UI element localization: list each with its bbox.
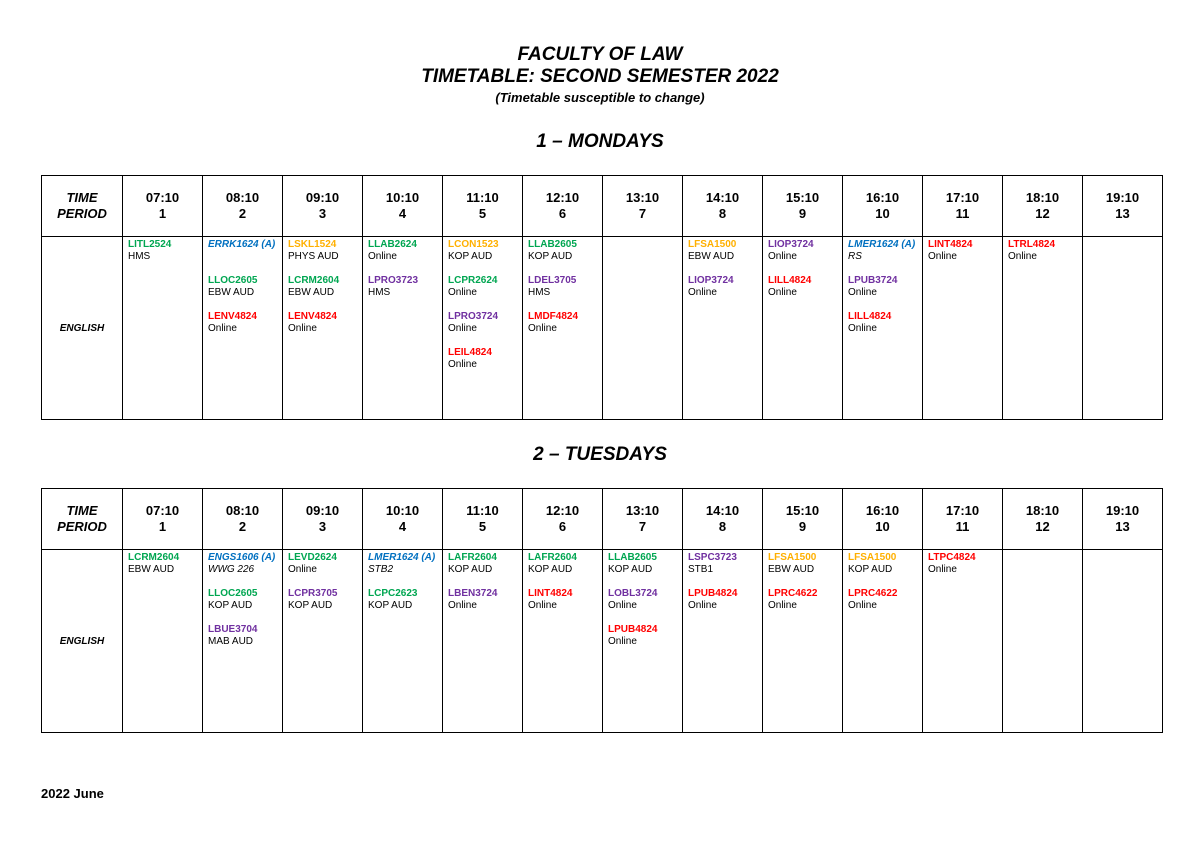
course-venue: Online (1008, 251, 1037, 262)
period-header-6 (523, 489, 603, 550)
course-code: LAFR2604 (448, 552, 497, 563)
course-venue: Online (448, 323, 477, 334)
course-entry (683, 588, 762, 612)
period-header-12 (1003, 489, 1083, 550)
course-code: LCON1523 (448, 239, 499, 250)
language-label: ENGLISH (42, 237, 123, 420)
period-time: 10:10 (385, 190, 420, 205)
period-number: 4 (398, 206, 407, 221)
header-row (42, 176, 1163, 237)
day-heading-tuesday: 2 – TUESDAYS (533, 444, 667, 465)
period-header-9 (763, 489, 843, 550)
course-entry (203, 239, 282, 263)
course-venue: Online (288, 564, 317, 575)
course-code: LMER1624 (A) (368, 552, 436, 563)
period-number: 10 (875, 519, 890, 534)
period-time: 09:10 (305, 190, 340, 205)
course-entry (283, 311, 362, 335)
period-header-5 (443, 489, 523, 550)
course-entry (683, 275, 762, 299)
course-code: LLAB2624 (368, 239, 417, 250)
period-time: 15:10 (785, 503, 820, 518)
course-venue: KOP AUD (608, 564, 653, 575)
slot-cell-12 (1003, 237, 1083, 420)
course-entry (603, 588, 682, 612)
course-entry (763, 552, 842, 576)
course-code: LFSA1500 (688, 239, 737, 250)
period-number: 7 (638, 519, 647, 534)
course-entry (1003, 239, 1082, 263)
course-entry (443, 275, 522, 299)
footer-date: 2022 June (41, 786, 104, 801)
course-venue: Online (288, 323, 317, 334)
course-entry (843, 311, 922, 335)
course-code: LSPC3723 (688, 552, 737, 563)
course-code: LBEN3724 (448, 588, 498, 599)
period-time: 08:10 (225, 190, 260, 205)
course-venue: Online (848, 323, 877, 334)
period-header-10 (843, 176, 923, 237)
period-header-7 (603, 176, 683, 237)
course-entry (603, 624, 682, 648)
course-venue: Online (448, 359, 477, 370)
course-entry (683, 239, 762, 263)
slot-cell-3 (283, 237, 363, 420)
period-number: 3 (318, 519, 327, 534)
period-number: 12 (1035, 206, 1050, 221)
course-venue: EBW AUD (128, 564, 175, 575)
period-number: 13 (1115, 519, 1130, 534)
period-header-11 (923, 176, 1003, 237)
course-venue: EBW AUD (768, 564, 815, 575)
course-entry (923, 552, 1002, 576)
course-code: LEVD2624 (288, 552, 337, 563)
period-time: 18:10 (1025, 503, 1060, 518)
period-time: 07:10 (145, 503, 180, 518)
course-code: ENGS1606 (A) (208, 552, 276, 563)
slot-cell-1 (123, 550, 203, 733)
course-code: LPRO3724 (448, 311, 499, 322)
period-number: 8 (718, 206, 727, 221)
course-venue: KOP AUD (288, 600, 333, 611)
course-code: LOBL3724 (608, 588, 658, 599)
course-code: LLOC2605 (208, 275, 258, 286)
period-time: 16:10 (865, 190, 900, 205)
course-venue: Online (688, 600, 717, 611)
course-entry (843, 588, 922, 612)
course-code: LILL4824 (768, 275, 812, 286)
slot-cell-6 (523, 550, 603, 733)
course-entry (203, 552, 282, 576)
course-code: LTRL4824 (1008, 239, 1056, 250)
course-entry (603, 552, 682, 576)
course-venue: MAB AUD (208, 636, 254, 647)
course-code: LLAB2605 (608, 552, 657, 563)
body-row (42, 550, 1163, 733)
course-venue: Online (768, 251, 797, 262)
course-code: LLAB2605 (528, 239, 577, 250)
time-period-label: PERIOD (57, 206, 107, 221)
period-time: 07:10 (145, 190, 180, 205)
slot-cell-4 (363, 550, 443, 733)
change-note: (Timetable susceptible to change) (495, 90, 705, 105)
course-code: LMER1624 (A) (848, 239, 916, 250)
course-venue: KOP AUD (848, 564, 893, 575)
course-code: ERRK1624 (A) (208, 239, 276, 250)
period-header-8 (683, 176, 763, 237)
course-venue-blank (208, 251, 277, 263)
course-entry (523, 552, 602, 576)
period-number: 11 (955, 206, 970, 221)
course-entry (363, 275, 442, 299)
period-time: 17:10 (945, 190, 980, 205)
course-code: LPUB4824 (688, 588, 738, 599)
period-number: 10 (875, 206, 890, 221)
slot-cell-10 (843, 550, 923, 733)
course-entry (523, 588, 602, 612)
period-header-4 (363, 176, 443, 237)
course-entry (203, 311, 282, 335)
course-venue: Online (928, 564, 957, 575)
course-venue: KOP AUD (448, 251, 493, 262)
period-number: 6 (558, 519, 567, 534)
period-time: 13:10 (625, 503, 660, 518)
course-code: LFSA1500 (768, 552, 817, 563)
period-header-9 (763, 176, 843, 237)
course-venue: Online (368, 251, 397, 262)
period-header-13 (1083, 176, 1163, 237)
course-code: LFSA1500 (848, 552, 897, 563)
period-number: 2 (238, 206, 247, 221)
period-header-5 (443, 176, 523, 237)
course-code: LCRM2604 (128, 552, 180, 563)
course-venue: STB2 (368, 564, 394, 575)
period-time: 12:10 (545, 190, 580, 205)
course-venue: KOP AUD (448, 564, 493, 575)
period-time: 12:10 (545, 503, 580, 518)
period-time: 11:10 (466, 190, 499, 205)
slot-cell-13 (1083, 550, 1163, 733)
period-number: 1 (158, 519, 167, 534)
course-entry (763, 275, 842, 299)
course-entry (843, 239, 922, 263)
course-entry (523, 275, 602, 299)
period-time: 11:10 (466, 503, 499, 518)
course-entry (763, 588, 842, 612)
slot-cell-7 (603, 550, 683, 733)
course-entry (683, 552, 762, 576)
period-header-3 (283, 489, 363, 550)
course-entry (443, 588, 522, 612)
course-entry (283, 552, 362, 576)
slot-cell-10 (843, 237, 923, 420)
course-code: LPRO3723 (368, 275, 419, 286)
page-subtitle: TIMETABLE: SECOND SEMESTER 2022 (421, 66, 779, 87)
period-time: 15:10 (785, 190, 820, 205)
course-venue: HMS (368, 287, 391, 298)
period-time: 10:10 (385, 503, 420, 518)
course-code: LENV4824 (288, 311, 337, 322)
slot-cell-8 (683, 550, 763, 733)
period-time: 19:10 (1105, 503, 1140, 518)
course-entry (843, 552, 922, 576)
course-entry (443, 239, 522, 263)
course-code: LIOP3724 (768, 239, 814, 250)
course-venue: HMS (528, 287, 551, 298)
day-heading-monday: 1 – MONDAYS (536, 131, 664, 152)
course-code: LBUE3704 (208, 624, 258, 635)
period-number: 12 (1035, 519, 1050, 534)
course-venue: Online (448, 600, 477, 611)
period-header-4 (363, 489, 443, 550)
period-number: 7 (638, 206, 647, 221)
course-entry (283, 239, 362, 263)
period-header-7 (603, 489, 683, 550)
slot-cell-9 (763, 550, 843, 733)
period-number: 9 (798, 206, 807, 221)
time-period-label: TIME (66, 503, 98, 518)
course-code: LILL4824 (848, 311, 892, 322)
course-entry (363, 552, 442, 576)
period-number: 8 (718, 519, 727, 534)
slot-cell-2 (203, 237, 283, 420)
period-number: 13 (1115, 206, 1130, 221)
time-period-label: TIME (66, 190, 98, 205)
period-header-6 (523, 176, 603, 237)
period-header-2 (203, 176, 283, 237)
course-venue: Online (848, 287, 877, 298)
course-venue: Online (928, 251, 957, 262)
course-code: LMDF4824 (528, 311, 579, 322)
slot-cell-1 (123, 237, 203, 420)
language-label: ENGLISH (42, 550, 123, 733)
course-entry (123, 552, 202, 576)
course-venue: KOP AUD (528, 251, 573, 262)
course-venue: Online (608, 600, 637, 611)
course-venue: Online (528, 600, 557, 611)
period-time: 18:10 (1025, 190, 1060, 205)
course-entry (203, 624, 282, 648)
slot-cell-11 (923, 550, 1003, 733)
course-entry (203, 588, 282, 612)
period-number: 2 (238, 519, 247, 534)
course-entry (443, 347, 522, 371)
course-code: LDEL3705 (528, 275, 577, 286)
course-venue: WWG 226 (208, 564, 255, 575)
slot-cell-12 (1003, 550, 1083, 733)
course-code: LIOP3724 (688, 275, 734, 286)
course-venue: Online (768, 600, 797, 611)
slot-cell-6 (523, 237, 603, 420)
slot-cell-4 (363, 237, 443, 420)
slot-cell-2 (203, 550, 283, 733)
course-code: LITL2524 (128, 239, 172, 250)
period-header-8 (683, 489, 763, 550)
course-venue: KOP AUD (528, 564, 573, 575)
course-venue: HMS (128, 251, 151, 262)
course-entry (523, 311, 602, 335)
course-code: LTPC4824 (928, 552, 976, 563)
period-time: 14:10 (705, 190, 740, 205)
period-number: 1 (158, 206, 167, 221)
course-venue: EBW AUD (688, 251, 735, 262)
course-code: LCPR3705 (288, 588, 338, 599)
course-entry (443, 311, 522, 335)
period-time: 19:10 (1105, 190, 1140, 205)
course-code: LPRC4622 (848, 588, 898, 599)
course-entry (283, 275, 362, 299)
slot-cell-13 (1083, 237, 1163, 420)
course-venue: Online (448, 287, 477, 298)
period-number: 4 (398, 519, 407, 534)
period-number: 3 (318, 206, 327, 221)
course-venue: EBW AUD (288, 287, 335, 298)
period-header-12 (1003, 176, 1083, 237)
slot-cell-8 (683, 237, 763, 420)
course-code: LINT4824 (528, 588, 573, 599)
course-venue: RS (848, 251, 862, 262)
course-venue: Online (528, 323, 557, 334)
period-header-13 (1083, 489, 1163, 550)
period-time: 14:10 (705, 503, 740, 518)
page-title: FACULTY OF LAW (517, 44, 683, 65)
period-header-3 (283, 176, 363, 237)
time-period-header (42, 489, 123, 550)
slot-cell-7 (603, 237, 683, 420)
course-venue: Online (688, 287, 717, 298)
monday-timetable (41, 175, 1163, 420)
course-entry (203, 275, 282, 299)
header-row (42, 489, 1163, 550)
body-row (42, 237, 1163, 420)
period-header-1 (123, 489, 203, 550)
course-venue: Online (608, 636, 637, 647)
course-venue: EBW AUD (208, 287, 255, 298)
course-venue: Online (208, 323, 237, 334)
period-number: 5 (478, 519, 487, 534)
period-header-2 (203, 489, 283, 550)
slot-cell-3 (283, 550, 363, 733)
course-code: LPUB4824 (608, 624, 658, 635)
time-period-label: PERIOD (57, 519, 107, 534)
course-code: LSKL1524 (288, 239, 337, 250)
course-entry (123, 239, 202, 263)
course-code: LPRC4622 (768, 588, 818, 599)
course-entry (843, 275, 922, 299)
slot-cell-9 (763, 237, 843, 420)
period-header-1 (123, 176, 203, 237)
course-venue: PHYS AUD (288, 251, 339, 262)
slot-cell-5 (443, 237, 523, 420)
course-code: LENV4824 (208, 311, 257, 322)
course-code: LEIL4824 (448, 347, 492, 358)
period-header-11 (923, 489, 1003, 550)
course-venue: Online (848, 600, 877, 611)
period-time: 08:10 (225, 503, 260, 518)
tuesday-timetable (41, 488, 1163, 733)
course-entry (363, 239, 442, 263)
course-code: LPUB3724 (848, 275, 898, 286)
course-entry (523, 239, 602, 263)
period-number: 5 (478, 206, 487, 221)
course-entry (763, 239, 842, 263)
period-time: 17:10 (945, 503, 980, 518)
course-entry (923, 239, 1002, 263)
course-venue: Online (768, 287, 797, 298)
course-code: LINT4824 (928, 239, 973, 250)
course-venue: KOP AUD (368, 600, 413, 611)
period-number: 11 (955, 519, 970, 534)
course-code: LCPR2624 (448, 275, 498, 286)
period-time: 16:10 (865, 503, 900, 518)
course-code: LLOC2605 (208, 588, 258, 599)
course-code: LCPC2623 (368, 588, 418, 599)
period-number: 9 (798, 519, 807, 534)
course-venue: STB1 (688, 564, 714, 575)
course-entry (443, 552, 522, 576)
period-header-10 (843, 489, 923, 550)
course-venue: KOP AUD (208, 600, 253, 611)
course-entry (363, 588, 442, 612)
time-period-header (42, 176, 123, 237)
course-entry (283, 588, 362, 612)
period-number: 6 (558, 206, 567, 221)
slot-cell-5 (443, 550, 523, 733)
period-time: 09:10 (305, 503, 340, 518)
course-code: LCRM2604 (288, 275, 340, 286)
slot-cell-11 (923, 237, 1003, 420)
course-code: LAFR2604 (528, 552, 577, 563)
period-time: 13:10 (625, 190, 660, 205)
